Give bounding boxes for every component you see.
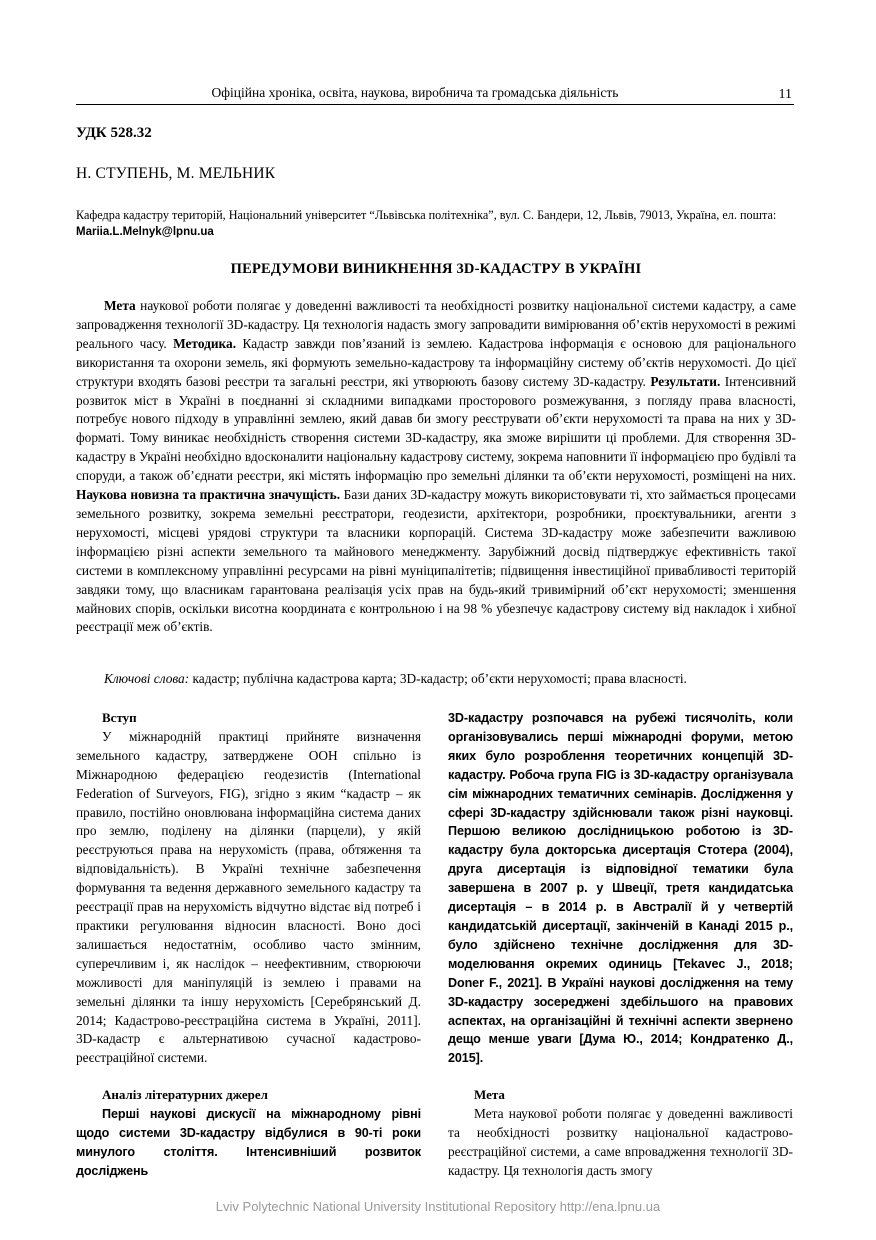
keywords-label: Ключові слова:	[104, 671, 190, 686]
keywords	[76, 670, 796, 689]
journal-title: Офіційна хроніка, освіта, наукова, виробнича та громадська діяльність	[211, 85, 619, 100]
aim-heading: Мета	[474, 1087, 505, 1103]
literature-paragraph: Перші наукові дискусії на міжнародному рівні щодо системи 3D-кадастру відбулися в 90-ті роки минулого століття. Інтенсивніший розвиток досліджень	[76, 1107, 421, 1178]
authors: Н. СТУПЕНЬ, М. МЕЛЬНИК	[76, 165, 276, 182]
intro-heading: Вступ	[102, 710, 137, 725]
abstract-method: Кадастр завжди пов’язаний із землею. Кадастрова інформація є основою для раціонального використання та охорони земель, які формують земельно-кадастрову та інформаційну систему об’єктів нерухомості. До цієї структури входять базові реєстри та загальні реєстри, які утворюють базову систему 3D-кадастру.	[76, 335, 796, 389]
abstract-aim-label: Мета	[104, 298, 136, 313]
left-column	[76, 709, 421, 1181]
paper-title: ПЕРЕДУМОВИ ВИНИКНЕННЯ 3D-КАДАСТРУ В УКРАЇНІ	[230, 261, 642, 277]
abstract-aim: наукової роботи полягає у доведенні важливості та необхідності розвитку національної системи кадастру, а саме запровадження технології 3D-кадастру. Ця технологія надасть змогу запровадити вимірювання об’єктів нерухомості в режимі реального часу.	[76, 298, 796, 351]
abstract	[76, 297, 796, 637]
affiliation-text: Кафедра кадастру територій, Національний університет “Львівська політехніка”, вул. С. Бандери, 12, Львів, 79013, Україна, ел. пошта:	[76, 208, 777, 222]
udc-code: УДК 528.32	[76, 125, 152, 141]
author-email[interactable]: Mariia.L.Melnyk@lpnu.ua	[76, 226, 214, 238]
abstract-results-label: Результати.	[650, 373, 721, 389]
literature-paragraph-continued: 3D-кадастру розпочався на рубежі тисячоліть, коли організовувались перші міжнародні форуми, метою яких було розроблення теоретичних концепцій 3D-кадастру. Робоча група FIG із 3D-кадастру організувала сім міжнародних тематичних семінарів. Дослідження у сфері 3D-кадастру здійснювали також різні науковці. Першою великою дослідницькою роботою із 3D-кадастру була докторська дисертація Стотера (2004), друга дисертація із відповідної тематики була завершена в 2007 р. у Швеції, третя кандидатська дисертація – в 2014 р. в Австралії й у четвертій кандидатській дисертації, закінченій в Канаді 2015 р., було здійснено технічне дослідження для 3D-моделювання окремих одиниць [Tekavec J., 2018; Doner F., 2021]. В Україні наукові дослідження на тему 3D-кадастру зосереджені здебільшого на правових аспектах, на організаційні й технічні аспекти звернено дещо менше уваги [Дума Ю., 2014; Кондратенко Д., 2015].	[448, 711, 793, 1066]
abstract-method-label: Методика.	[173, 335, 237, 351]
affiliation	[76, 207, 796, 240]
literature-heading: Аналіз літературних джерел	[102, 1087, 268, 1103]
abstract-novelty-label: Наукова новизна та практична значущість.	[76, 487, 341, 503]
intro-paragraph: У міжнародній практиці прийняте визначення земельного кадастру, затверджене ООН спільно із Міжнародною федерацією геодезистів (International Federation of Surveyors, FIG), згідно з яким “кадастр – як правило, постійно оновлювана інформаційна система даних про землю, поділену на ділянки (парцели), у якій реєструються права на нерухомість (права, обтяження та відповідальність). В Україні технічне забезпечення формування та ведення державного земельного кадастру та реєстрації прав на нерухомість відчутно відстає від потреб і практики регулювання відносин власності. Воно досі залишається недостатнім, особливо часто змінним, суперечливим і, як наслідок – неефективним, створюючи можливості для маніпуляцій із землею і правами на земельні ділянки та іншу нерухомість [Серебрянський Д. 2014; Кадастрово-реєстраційна система в Україні, 2011]. 3D-кадастр є альтернативою сучасної кадастрово-реєстраційної системи.	[76, 728, 421, 1066]
running-header	[76, 84, 794, 105]
abstract-results: Інтенсивний розвиток міст в Україні в поєднанні зі складними випадками просторового розмежування, з погляду права власності, потребує нового підходу в управлінні землею, який давав би змогу реєструвати об’єкти нерухомості та права на них у 3D-форматі. Тому виникає необхідність створення системи 3D-кадастру, яка зможе вирішити ці проблеми. Для створення 3D-кадастру в Україні необхідно вдосконалити національну кадастрову систему, зокрема наповнити її інформацією про будівлі та споруди, а також об’єднати реєстри, які містять інформацію про земельні ділянки та об’єкти нерухомості, розміщені на них.	[76, 373, 796, 484]
aim-paragraph: Мета наукової роботи полягає у доведенні важливості та необхідності розвитку національної кадастрово-реєстраційної системи, а саме впровадження технології 3D-кадастру. Ця технологія дасть змогу	[448, 1106, 793, 1178]
keywords-text: кадастр; публічна кадастрова карта; 3D-кадастр; об’єкти нерухомості; права власності.	[189, 671, 687, 686]
page-number: 11	[778, 87, 792, 102]
abstract-novelty: Бази даних 3D-кадастру можуть використовувати ті, хто займається процесами земельного розвитку, зокрема земельні реєстратори, геодезисти, архітектори, розробники, проєктувальники, агенти з нерухомості, місцеві урядові структури та власники корпорацій. Система 3D-кадастру може забезпечити важливою інформацією різні аспекти земельного та майнового менеджменту. Зарубіжний досвід підтверджує ефективність такої системи в комплексному управлінні ресурсами на рівні муніципалітетів; підвищення інвестиційної привабливості територій завдяки тому, що власникам гарантована реалізація усіх прав на будь-який тривимірний об’єкт нерухомості; зменшення майнових спорів, оскільки висотна координата є контрольною і на 98 % убезпечує кадастрову систему від накладок і хибної реєстрації меж об’єктів.	[76, 487, 797, 635]
repository-footer: Lviv Polytechnic National University Institutional Repository http://ena.lpnu.ua	[215, 1199, 661, 1214]
right-column	[448, 709, 793, 1181]
